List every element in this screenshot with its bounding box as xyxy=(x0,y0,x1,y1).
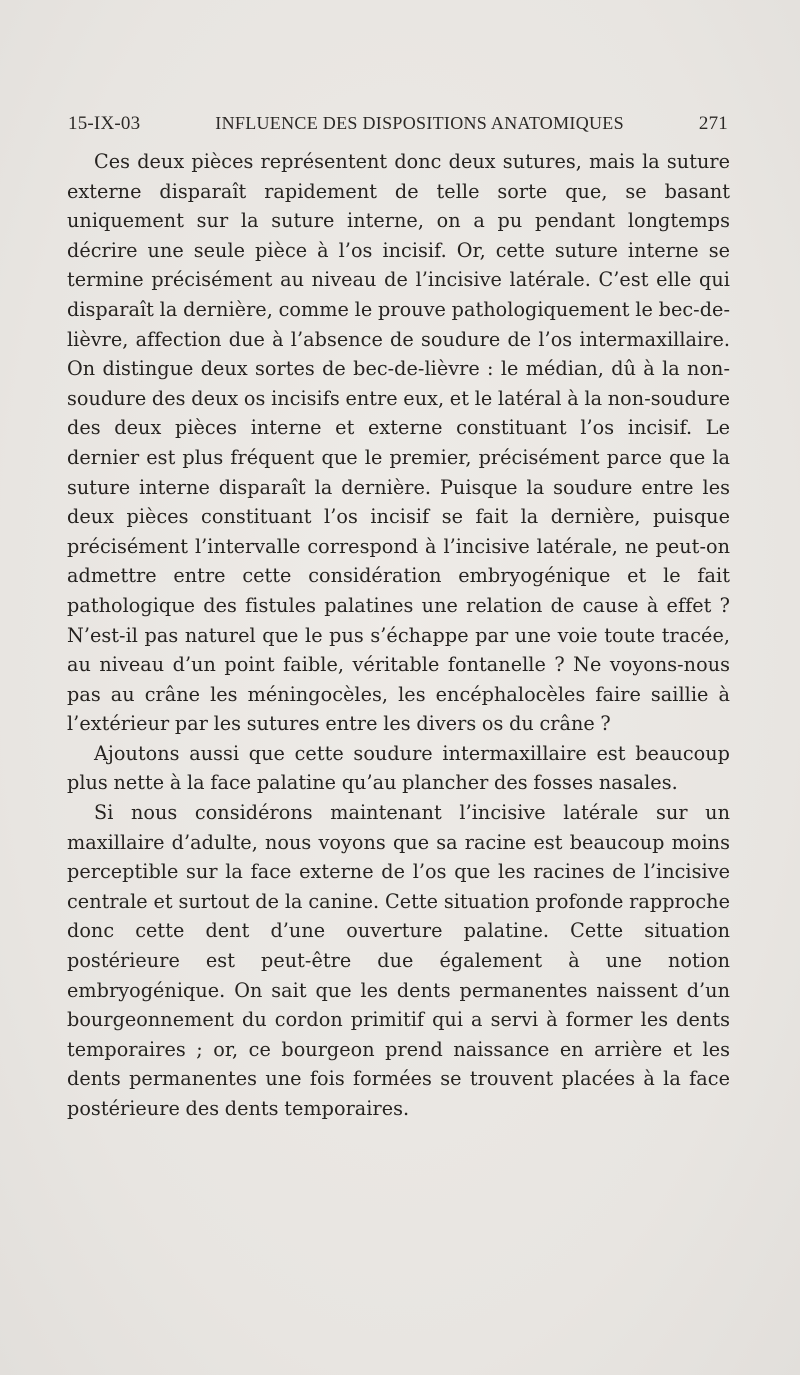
header-date: 15-IX-03 xyxy=(68,113,141,134)
header-title: INFLUENCE DES DISPOSITIONS ANATOMIQUES xyxy=(215,113,624,133)
paragraph-3: Si nous considérons maintenant l’incisive latérale sur un maxillaire d’adulte, nous voyons que sa racine est beaucoup moins perceptible sur la face externe de l’os que les racines de l’incisive centrale et surtout de la canine. Cette situation profonde rapproche donc cette dent d’une ouverture palatine. Cette situation postérieure est peut-être due également à une notion embryogénique. On sait que les dents permanentes naissent d’un bourgeonnement du cordon primitif qui a servi à former les dents temporaires ; or, ce bourgeon prend naissance en arrière et les dents permanentes une fois formées se trouvent placées à la face postérieure des dents temporaires. xyxy=(67,801,730,1120)
paragraph-2: Ajoutons aussi que cette soudure intermaxillaire est beaucoup plus nette à la face palatine qu’au plancher des fosses nasales. xyxy=(67,741,730,795)
body-text xyxy=(67,147,730,1124)
paragraph-1: Ces deux pièces représentent donc deux sutures, mais la suture externe disparaît rapidement de telle sorte que, se basant uniquement sur la suture interne, on a pu pendant longtemps décrire une seule pièce à l’os incisif. Or, cette suture interne se termine précisément au niveau de l’incisive latérale. C’est elle qui disparaît la dernière, comme le prouve pathologiquement le bec-de-lièvre, affection due à l’absence de soudure de l’os intermaxillaire. On distingue deux sortes de bec-de-lièvre : le médian, dû à la non-soudure des deux os incisifs entre eux, et le latéral à la non-soudure des deux pièces interne et externe constituant l’os incisif. Le dernier est plus fréquent que le premier, précisément parce que la suture interne disparaît la dernière. Puisque la soudure entre les deux pièces constituant l’os incisif se fait la dernière, puisque précisément l’intervalle correspond à l’incisive latérale, ne peut-on admettre entre cette considération embryogénique et le fait pathologique des fistules palatines une relation de cause à effet ? N’est-il pas naturel que le pus s’échappe par une voie toute tracée, au niveau d’un point faible, véritable fontanelle ? Ne voyons-nous pas au crâne les méningocèles, les encéphalocèles faire saillie à l’extérieur par les sutures entre les divers os du crâne ? xyxy=(67,150,730,736)
running-head xyxy=(67,113,730,147)
page-number: 271 xyxy=(698,113,728,134)
book-page xyxy=(67,113,730,1124)
